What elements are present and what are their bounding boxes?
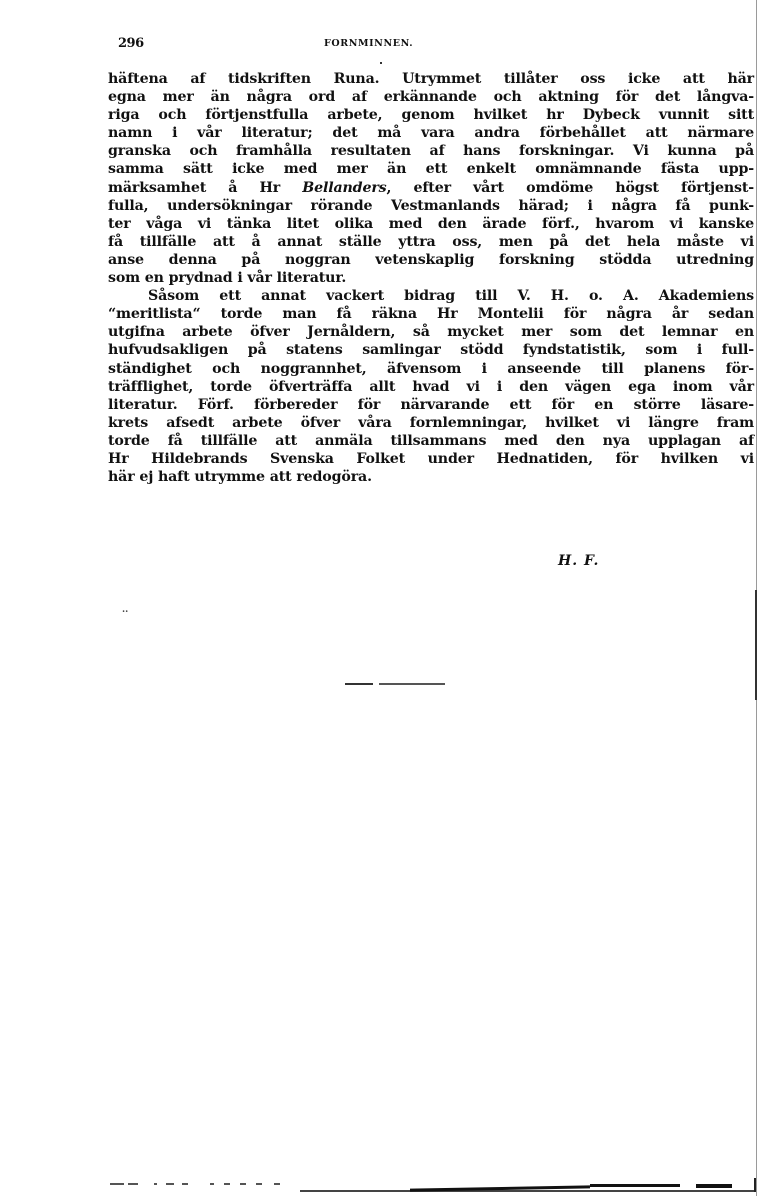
ink-speck xyxy=(380,62,382,64)
text-line: “meritlista“ torde man få räkna Hr Montelii för några år sedan xyxy=(108,306,754,323)
text-run: märksamhet å Hr xyxy=(108,179,303,196)
text-line: anse denna på noggran vetenskaplig forskning stödda utredning xyxy=(108,251,754,268)
author-signature: H. F. xyxy=(558,553,600,569)
italic-name: Bellanders xyxy=(302,179,387,196)
running-title: FORNMINNEN. xyxy=(324,38,414,49)
page-header xyxy=(118,36,758,54)
section-divider xyxy=(345,683,445,684)
divider-segment xyxy=(379,683,445,685)
text-line: hufvudsakligen på statens samlingar stödd fyndstatistik, som i full- xyxy=(108,342,754,359)
scan-smear xyxy=(696,1184,732,1188)
text-line: ter våga vi tänka litet olika med den ärade förf., hvarom vi kanske xyxy=(108,215,754,232)
scan-dash xyxy=(110,1183,124,1185)
text-run: , efter vårt omdöme högst förtjenst- xyxy=(386,179,754,196)
page-edge-shadow xyxy=(755,590,757,700)
text-line: samma sätt icke med mer än ett enkelt omnämnande fästa upp- xyxy=(108,161,754,178)
scan-dash xyxy=(224,1183,230,1185)
scan-smear xyxy=(590,1184,680,1187)
scan-artifact-bottom xyxy=(110,1183,758,1193)
text-line: namn i vår literatur; det må vara andra förbehållet att närmare xyxy=(108,125,754,142)
scan-corner xyxy=(754,1178,756,1192)
scan-dash xyxy=(256,1183,262,1185)
text-line xyxy=(108,179,754,197)
scan-baseline xyxy=(300,1190,756,1192)
scan-dash xyxy=(154,1183,157,1185)
divider-segment xyxy=(345,683,373,685)
text-line: riga och förtjenstfulla arbete, genom hvilket hr Dybeck vunnit sitt xyxy=(108,107,754,124)
scan-dash xyxy=(182,1183,188,1185)
scan-dash xyxy=(274,1183,280,1185)
text-line: utgifna arbete öfver Jernåldern, så mycket mer som det lemnar en xyxy=(108,324,754,341)
text-line: egna mer än några ord af erkännande och aktning för det långva- xyxy=(108,89,754,106)
paragraph-start-line: Såsom ett annat vackert bidrag till V. H. o. A. Akademiens xyxy=(148,288,754,305)
text-line: krets afsedt arbete öfver våra fornlemningar, hvilket vi längre fram xyxy=(108,414,754,431)
page-number: 296 xyxy=(118,36,144,51)
scan-dash xyxy=(240,1183,246,1185)
text-line: träfflighet, torde öfverträffa allt hvad vi i den vägen ega inom vår xyxy=(108,378,754,395)
text-line: här ej haft utrymme att redogöra. xyxy=(108,469,372,486)
body-text xyxy=(108,70,754,486)
text-line: literatur. Förf. förbereder för närvarande ett för en större läsare- xyxy=(108,396,754,413)
scan-dash xyxy=(166,1183,174,1185)
stray-marks: .. xyxy=(122,605,129,615)
scan-dash xyxy=(210,1183,214,1185)
text-line: fulla, undersökningar rörande Vestmanlands härad; i några få punk- xyxy=(108,197,754,214)
text-line: häftena af tidskriften Runa. Utrymmet tillåter oss icke att här xyxy=(108,71,754,87)
text-line: ständighet och noggrannhet, äfvensom i anseende till planens för- xyxy=(108,360,754,377)
scan-dash xyxy=(128,1183,138,1185)
text-line: som en prydnad i vår literatur. xyxy=(108,270,347,287)
text-line: torde få tillfälle att anmäla tillsammans med den nya upplagan af xyxy=(108,432,754,449)
text-line: granska och framhålla resultaten af hans forskningar. Vi kunna på xyxy=(108,143,754,160)
text-line: få tillfälle att å annat ställe yttra oss, men på det hela måste vi xyxy=(108,233,754,250)
text-line: Hr Hildebrands Svenska Folket under Hednatiden, för hvilken vi xyxy=(108,450,754,467)
